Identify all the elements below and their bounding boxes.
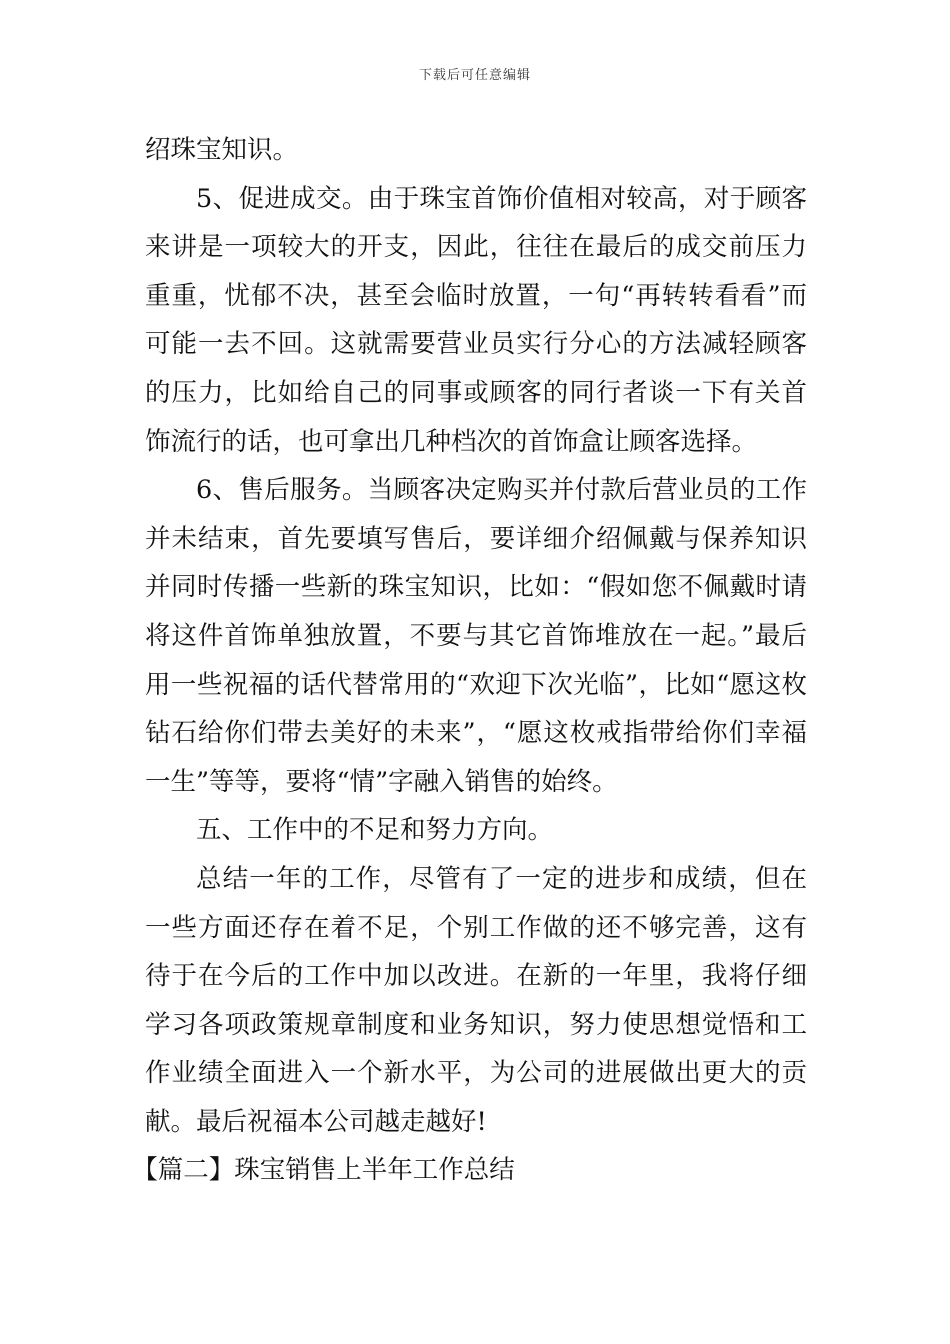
paragraph-section-five: 五、工作中的不足和努力方向。: [196, 815, 554, 846]
paragraph-after-sales: 6、售后服务。当顾客决定购买并付款后营业员的工作并未结束，首先要填写售后，要详细介绍佩戴与保养知识并同时传播一些新的珠宝知识，比如：“假如您不佩戴时请将这件首饰单独放置，不要与其它首饰堆放在一起。”最后用一些祝福的话代替常用的“欢迎下次光临”，比如“愿这枚钻石给你们带去美好的未来”，“愿这枚戒指带给你们幸福一生”等等，要将“情”字融入销售的始终。: [145, 475, 807, 797]
paragraph-promote-deal: 5、促进成交。由于珠宝首饰价值相对较高，对于顾客来讲是一项较大的开支，因此，往往在最后的成交前压力重重，忧郁不决，甚至会临时放置，一句“再转转看看”而可能一去不回。这就需要营业员实行分心的方法减轻顾客的压力，比如给自己的同事或顾客的同行者谈一下有关首饰流行的话，也可拿出几种档次的首饰盒让顾客选择。: [145, 183, 807, 457]
paragraph-summary: 总结一年的工作，尽管有了一定的进步和成绩，但在一些方面还存在着不足，个别工作做的还不够完善，这有待于在今后的工作中加以改进。在新的一年里，我将仔细学习各项政策规章制度和业务知识，努力使思想觉悟和工作业绩全面进入一个新水平，为公司的进展做出更大的贡献。最后祝福本公司越走越好!: [145, 863, 807, 1137]
page-header: 下载后可任意编辑: [418, 68, 531, 83]
document-body: [132, 126, 807, 1195]
paragraph-continuation: 绍珠宝知识。: [145, 135, 299, 165]
section-heading: 【篇二】珠宝销售上半年工作总结: [132, 1155, 515, 1186]
